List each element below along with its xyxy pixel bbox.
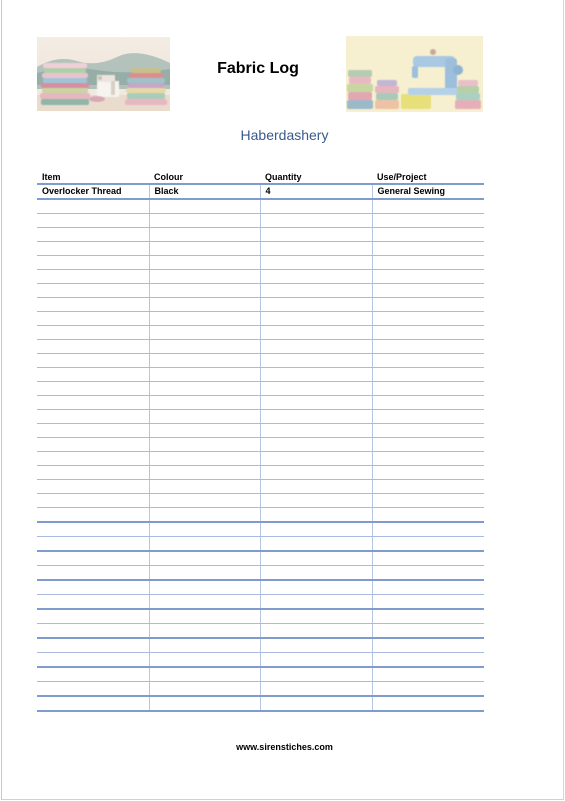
cell-item	[37, 270, 149, 284]
cell-colour	[149, 537, 260, 552]
cell-quantity	[260, 256, 372, 270]
table-row	[37, 312, 484, 326]
table-row	[37, 580, 484, 595]
table-row	[37, 256, 484, 270]
cell-item	[37, 480, 149, 494]
cell-quantity	[260, 653, 372, 668]
cell-item	[37, 396, 149, 410]
table-row	[37, 382, 484, 396]
column-header-use-project: Use/Project	[372, 168, 484, 184]
cell-quantity	[260, 326, 372, 340]
cell-quantity	[260, 480, 372, 494]
cell-quantity	[260, 368, 372, 382]
cell-colour	[149, 609, 260, 624]
table-row	[37, 595, 484, 610]
cell-quantity	[260, 624, 372, 639]
cell-quantity	[260, 340, 372, 354]
column-header-quantity: Quantity	[260, 168, 372, 184]
table-row	[37, 638, 484, 653]
cell-item	[37, 682, 149, 697]
cell-colour	[149, 340, 260, 354]
cell-colour: Black	[149, 184, 260, 199]
table-row	[37, 696, 484, 711]
cell-item	[37, 438, 149, 452]
table-row	[37, 480, 484, 494]
table-row	[37, 682, 484, 697]
cell-use-project	[372, 284, 484, 298]
cell-colour	[149, 508, 260, 523]
cell-quantity	[260, 537, 372, 552]
cell-item	[37, 537, 149, 552]
cell-use-project	[372, 199, 484, 214]
cell-colour	[149, 696, 260, 711]
cell-quantity	[260, 551, 372, 566]
cell-colour	[149, 580, 260, 595]
cell-colour	[149, 396, 260, 410]
table-row	[37, 424, 484, 438]
cell-quantity	[260, 298, 372, 312]
cell-use-project	[372, 480, 484, 494]
cell-item	[37, 354, 149, 368]
cell-quantity	[260, 494, 372, 508]
cell-use-project	[372, 653, 484, 668]
cell-item	[37, 667, 149, 682]
table-row	[37, 551, 484, 566]
table-row	[37, 354, 484, 368]
cell-quantity	[260, 452, 372, 466]
cell-use-project	[372, 354, 484, 368]
cell-quantity	[260, 214, 372, 228]
cell-item	[37, 312, 149, 326]
cell-item	[37, 382, 149, 396]
cell-use-project	[372, 522, 484, 537]
column-header-item: Item	[37, 168, 149, 184]
cell-quantity	[260, 438, 372, 452]
cell-colour	[149, 312, 260, 326]
cell-colour	[149, 595, 260, 610]
cell-use-project	[372, 228, 484, 242]
table-row	[37, 270, 484, 284]
cell-quantity	[260, 312, 372, 326]
cell-quantity	[260, 696, 372, 711]
cell-use-project	[372, 551, 484, 566]
cell-colour	[149, 284, 260, 298]
cell-item	[37, 508, 149, 523]
cell-quantity	[260, 638, 372, 653]
cell-item	[37, 228, 149, 242]
cell-use-project	[372, 494, 484, 508]
cell-use-project	[372, 368, 484, 382]
cell-use-project	[372, 214, 484, 228]
cell-item	[37, 199, 149, 214]
cell-colour	[149, 326, 260, 340]
cell-use-project	[372, 580, 484, 595]
table-row	[37, 242, 484, 256]
cell-quantity	[260, 396, 372, 410]
cell-quantity	[260, 424, 372, 438]
cell-colour	[149, 199, 260, 214]
table-row	[37, 537, 484, 552]
cell-quantity	[260, 410, 372, 424]
haberdashery-log-table	[37, 168, 484, 712]
cell-item: Overlocker Thread	[37, 184, 149, 199]
cell-colour	[149, 242, 260, 256]
cell-quantity	[260, 682, 372, 697]
cell-item	[37, 284, 149, 298]
cell-colour	[149, 638, 260, 653]
cell-use-project	[372, 566, 484, 581]
table-row	[37, 653, 484, 668]
cell-item	[37, 410, 149, 424]
cell-colour	[149, 270, 260, 284]
cell-colour	[149, 298, 260, 312]
cell-colour	[149, 256, 260, 270]
cell-use-project	[372, 340, 484, 354]
table-row	[37, 452, 484, 466]
table-row	[37, 438, 484, 452]
cell-colour	[149, 624, 260, 639]
cell-colour	[149, 452, 260, 466]
cell-quantity	[260, 382, 372, 396]
cell-use-project	[372, 452, 484, 466]
section-subtitle: Haberdashery	[240, 127, 329, 143]
cell-quantity	[260, 595, 372, 610]
cell-quantity	[260, 522, 372, 537]
cell-colour	[149, 566, 260, 581]
table-row	[37, 410, 484, 424]
cell-use-project	[372, 667, 484, 682]
table-row	[37, 184, 484, 199]
cell-item	[37, 326, 149, 340]
cell-colour	[149, 214, 260, 228]
cell-item	[37, 653, 149, 668]
table-body	[37, 184, 484, 711]
cell-colour	[149, 494, 260, 508]
fabric-illustration-right-art	[346, 36, 483, 112]
cell-quantity	[260, 228, 372, 242]
cell-quantity	[260, 580, 372, 595]
cell-use-project	[372, 256, 484, 270]
table-header-row	[37, 168, 484, 184]
cell-quantity	[260, 508, 372, 523]
cell-use-project	[372, 624, 484, 639]
cell-colour	[149, 382, 260, 396]
cell-use-project	[372, 595, 484, 610]
table-row	[37, 228, 484, 242]
table-row	[37, 566, 484, 581]
table-row	[37, 298, 484, 312]
cell-use-project	[372, 382, 484, 396]
cell-use-project	[372, 438, 484, 452]
column-header-colour: Colour	[149, 168, 260, 184]
cell-quantity	[260, 284, 372, 298]
cell-item	[37, 566, 149, 581]
cell-quantity: 4	[260, 184, 372, 199]
cell-item	[37, 609, 149, 624]
cell-item	[37, 424, 149, 438]
cell-quantity	[260, 354, 372, 368]
cell-item	[37, 340, 149, 354]
cell-colour	[149, 653, 260, 668]
cell-quantity	[260, 609, 372, 624]
cell-item	[37, 298, 149, 312]
cell-item	[37, 551, 149, 566]
cell-item	[37, 638, 149, 653]
cell-colour	[149, 480, 260, 494]
website-footer: www.sirenstiches.com	[236, 742, 333, 752]
cell-item	[37, 466, 149, 480]
cell-item	[37, 452, 149, 466]
cell-use-project	[372, 638, 484, 653]
cell-colour	[149, 438, 260, 452]
cell-item	[37, 624, 149, 639]
cell-use-project	[372, 326, 484, 340]
cell-item	[37, 522, 149, 537]
table-row	[37, 508, 484, 523]
table-row	[37, 340, 484, 354]
document-page	[1, 0, 564, 800]
cell-use-project	[372, 242, 484, 256]
cell-item	[37, 256, 149, 270]
cell-use-project	[372, 270, 484, 284]
cell-colour	[149, 354, 260, 368]
table-row	[37, 609, 484, 624]
table-row	[37, 624, 484, 639]
cell-use-project: General Sewing	[372, 184, 484, 199]
cell-colour	[149, 551, 260, 566]
cell-quantity	[260, 270, 372, 284]
page-title: Fabric Log	[217, 60, 299, 77]
cell-quantity	[260, 566, 372, 581]
cell-use-project	[372, 537, 484, 552]
table-row	[37, 522, 484, 537]
cell-use-project	[372, 466, 484, 480]
cell-colour	[149, 466, 260, 480]
cell-use-project	[372, 396, 484, 410]
cell-use-project	[372, 609, 484, 624]
table-row	[37, 494, 484, 508]
cell-colour	[149, 667, 260, 682]
cell-item	[37, 368, 149, 382]
table-row	[37, 214, 484, 228]
cell-quantity	[260, 199, 372, 214]
cell-quantity	[260, 242, 372, 256]
cell-item	[37, 242, 149, 256]
cell-colour	[149, 228, 260, 242]
cell-item	[37, 580, 149, 595]
cell-colour	[149, 368, 260, 382]
cell-use-project	[372, 696, 484, 711]
cell-quantity	[260, 667, 372, 682]
cell-item	[37, 494, 149, 508]
cell-item	[37, 595, 149, 610]
table-row	[37, 466, 484, 480]
sewing-machine-fabric-stack-illustration	[346, 36, 483, 112]
cell-use-project	[372, 410, 484, 424]
cell-use-project	[372, 312, 484, 326]
cell-item	[37, 696, 149, 711]
table-row	[37, 396, 484, 410]
cell-use-project	[372, 508, 484, 523]
cell-use-project	[372, 298, 484, 312]
table-row	[37, 326, 484, 340]
table-row	[37, 199, 484, 214]
cell-colour	[149, 522, 260, 537]
cell-colour	[149, 424, 260, 438]
cell-use-project	[372, 682, 484, 697]
cell-quantity	[260, 466, 372, 480]
cell-colour	[149, 682, 260, 697]
cell-colour	[149, 410, 260, 424]
table-row	[37, 284, 484, 298]
table-row	[37, 368, 484, 382]
cell-use-project	[372, 424, 484, 438]
fabric-illustration-left-art	[37, 37, 170, 111]
cell-item	[37, 214, 149, 228]
fabric-stack-sewing-machine-illustration	[37, 37, 170, 111]
table-row	[37, 667, 484, 682]
